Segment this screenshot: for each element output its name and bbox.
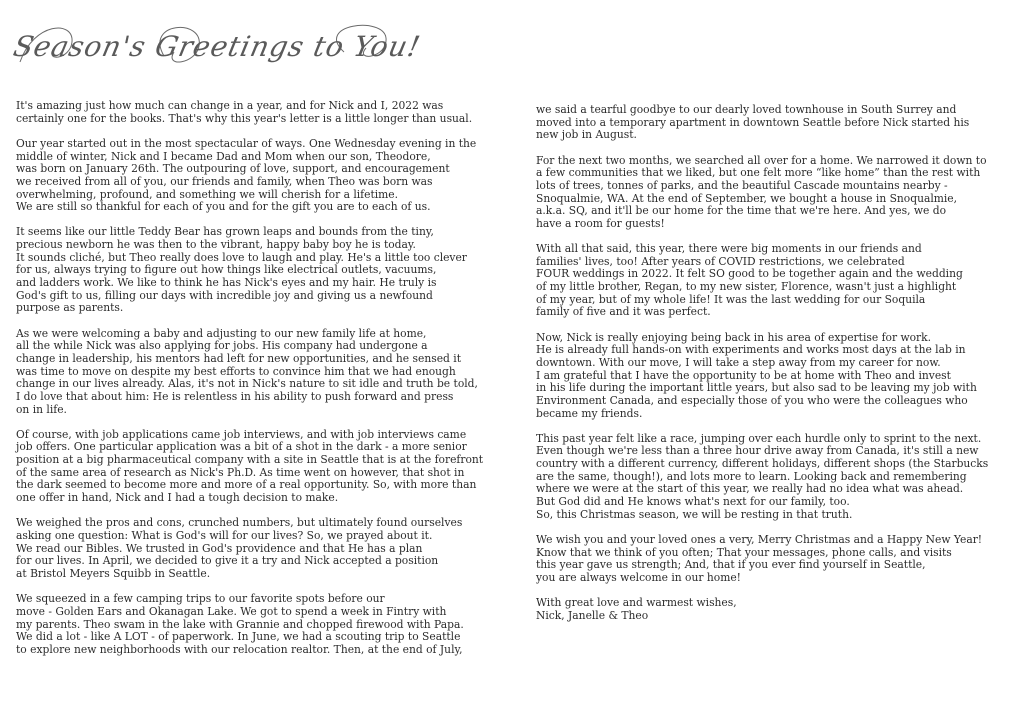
paragraph: With all that said, this year, there were big moments in our friends and families' lives, too! After years of COVID restrictions, we celebrated FOUR weddings in 2022. It felt SO good to be together again and the wedding of my little brother, Regan, to my new sister, Florence, wasn't just a highlight of my year, but of my whole life! It was the last wedding for our Soquila family of five and it was perfect.	[536, 242, 963, 319]
paragraph: We wish you and your loved ones a very, Merry Christmas and a Happy New Year! Know that we think of you often; That your messages, phone calls, and visits this year gave us strength; And, that if you ever find yourself in Seattle, you are always welcome in our home!	[536, 533, 983, 584]
paragraph: Our year started out in the most spectacular of ways. One Wednesday evening in the middle of winter, Nick and I became Dad and Mom when our son, Theodore, was born on January 26th. The outpouring of love, support, and encouragement we received from all of you, our friends and family, when Theo was born was overwhelming, profound, and something we will cherish for a lifetime. We are still so thankful for each of you and for the gift you are to each of us.	[16, 136, 477, 214]
paragraph: It's amazing just how much can change in a year, and for Nick and I, 2022 was certainly one for the books. That's why this year's letter is a little longer than usual.	[16, 99, 473, 125]
paragraph: This past year felt like a race, jumping over each hurdle only to sprint to the next. Even though we're less than a three hour drive away from Canada, it's still a new country with a different currency, different holidays, different shops (the Starbucks are the same, though!), and lots more to learn. Looking back and remembering where we were at the start of this year, we really had no idea what was ahead. But God did and He knows what's next for our family, too. So, this Christmas season, we will be resting in that truth.	[536, 431, 989, 521]
title-text: Season's Greetings to You!	[10, 29, 424, 63]
paragraph: It seems like our little Teddy Bear has grown leaps and bounds from the tiny, precious newborn he was then to the vibrant, happy baby boy he is today. It sounds cliché, but Theo really does love to laugh and play. He's a little too clever for us, always trying to figure out how things like electrical outlets, vacuums, and ladders work. We like to think he has Nick's eyes and my hair. He truly is God's gift to us, filling our days with incredible joy and giving us a newfound purpose as parents.	[16, 225, 467, 315]
paragraph: As we were welcoming a baby and adjusting to our new family life at home, all the while Nick was also applying for jobs. His company had undergone a change in leadership, his mentors had left for new opportunities, and he sensed it was time to move on despite my best efforts to convince him that we had enough change in our lives already. Alas, it's not in Nick's nature to sit idle and truth be told, I do love that about him: He is relentless in his ability to push forward and press on in life.	[16, 326, 478, 416]
letter-title	[10, 12, 444, 80]
paragraph: For the next two months, we searched all over for a home. We narrowed it down to a few communities that we liked, but one felt more “like home” than the rest with lots of trees, tonnes of parks, and the beautiful Cascade mountains nearby - Snoqualmie, WA. At the end of September, we bought a house in Snoqualmie, a.k.a. SQ, and it'll be our home for the time that we're here. And yes, we do have a room for guests!	[536, 153, 987, 230]
paragraph: Now, Nick is really enjoying being back in his area of expertise for work. He is already full hands-on with experiments and works most days at the lab in downtown. With our move, I will take a step away from my career for now. I am grateful that I have the opportunity to be at home with Theo and invest in his life during the important little years, but also sad to be leaving my job with Environment Canada, and especially those of you who were the colleagues who became my friends.	[536, 330, 977, 420]
left-column	[16, 100, 502, 669]
paragraph: We weighed the pros and cons, crunched numbers, but ultimately found ourselves asking one question: What is God's will for our lives? So, we prayed about it. We read our Bibles. We trusted in God's providence and that He has a plan for our lives. In April, we decided to give it a try and Nick accepted a position at Bristol Meyers Squibb in Seattle.	[16, 516, 463, 580]
paragraph: Of course, with job applications came job interviews, and with job interviews came job offers. One particular application was a bit of a shot in the dark - a more senior position at a big pharmaceutical company with a site in Seattle that is at the forefront of the same area of research as Nick's Ph.D. As time went on however, that shot in the dark seemed to become more and more of a real opportunity. So, with more than one offer in hand, Nick and I had a tough decision to make.	[16, 427, 484, 505]
paragraph: we said a tearful goodbye to our dearly loved townhouse in South Surrey and moved into a temporary apartment in downtown Seattle before Nick started his new job in August.	[536, 103, 970, 142]
right-column	[536, 104, 1022, 635]
signature-block: With great love and warmest wishes, Nick, Janelle & Theo	[536, 596, 737, 622]
paragraph: We squeezed in a few camping trips to our favorite spots before our move - Golden Ears and Okanagan Lake. We got to spend a week in Fintry with my parents. Theo swam in the lake with Grannie and chopped firewood with Papa. We did a lot - like A LOT - of paperwork. In June, we had a scouting trip to Seattle to explore new neighborhoods with our relocation realtor. Then, at the end of July,	[16, 592, 464, 656]
